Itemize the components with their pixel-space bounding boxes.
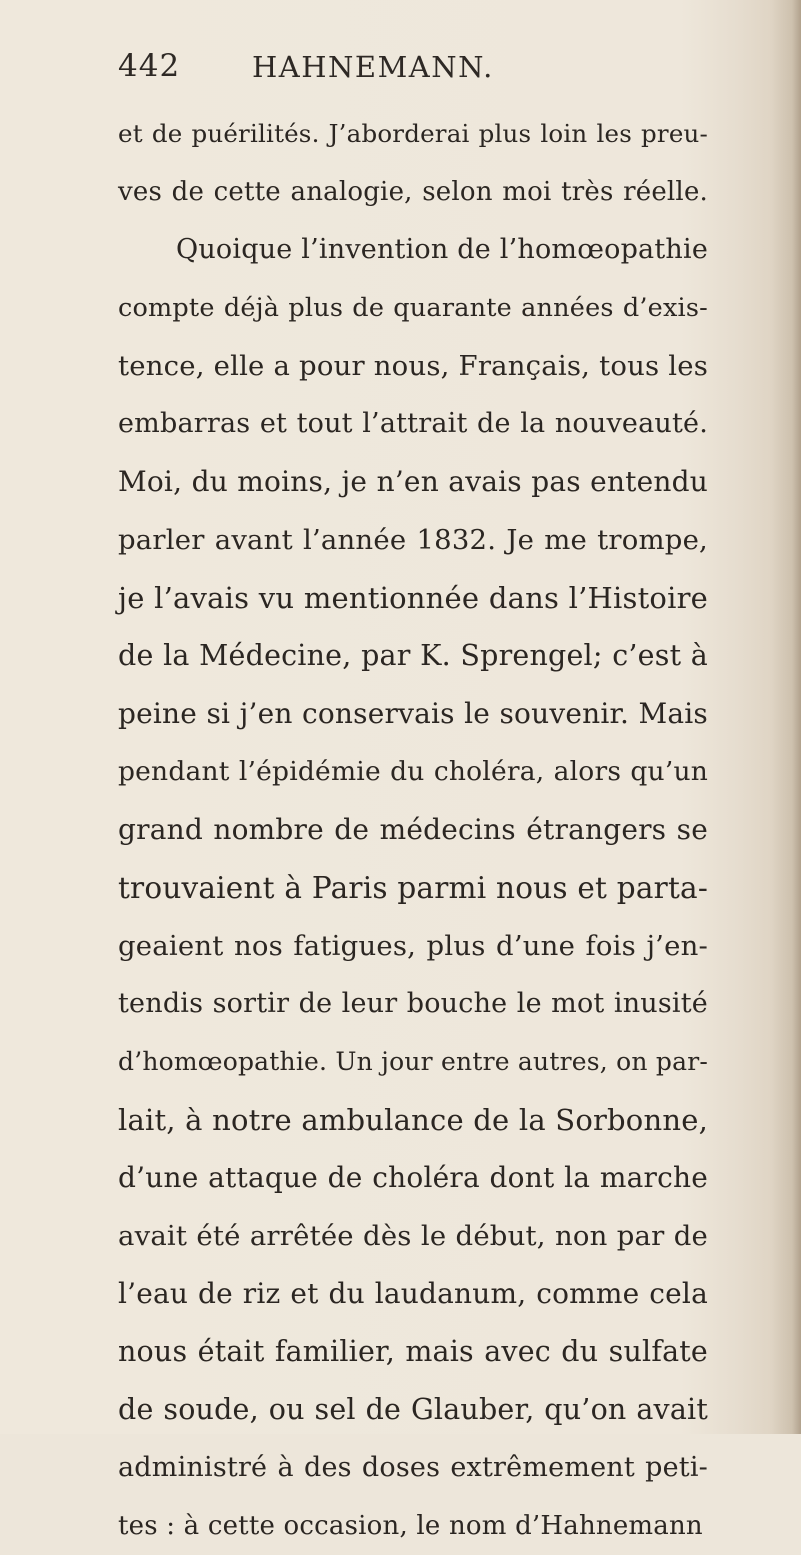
text-line: parler avant l’année 1832. Je me trompe,: [118, 524, 708, 556]
text-line: d’homœopathie. Un jour entre autres, on par-: [118, 1047, 708, 1076]
text-line: Moi, du moins, je n’en avais pas entendu: [118, 465, 708, 498]
text-line: l’eau de riz et du laudanum, comme cela: [118, 1277, 708, 1310]
text-line: embarras et tout l’attrait de la nouveauté.: [118, 408, 708, 439]
text-line: avait été arrêtée dès le début, non par de: [118, 1220, 708, 1252]
text-line: tendis sortir de leur bouche le mot inusité: [118, 988, 708, 1019]
text-line: grand nombre de médecins étrangers se: [118, 813, 708, 846]
text-line: je l’avais vu mentionnée dans l’Histoire: [118, 581, 708, 615]
text-line: de soude, ou sel de Glauber, qu’on avait: [118, 1393, 708, 1426]
text-line: trouvaient à Paris parmi nous et parta-: [118, 871, 708, 905]
page-edge-shadow: [771, 0, 801, 1434]
text-line: nous était familier, mais avec du sulfate: [118, 1335, 708, 1368]
text-line: et de puérilités. J’aborderai plus loin les preu-: [118, 119, 708, 148]
text-line: lait, à notre ambulance de la Sorbonne,: [118, 1103, 708, 1137]
text-line: ves de cette analogie, selon moi très réelle.: [118, 177, 708, 207]
text-line: peine si j’en conservais le souvenir. Mais: [118, 697, 708, 730]
running-head: HAHNEMANN.: [252, 50, 494, 84]
text-line: d’une attaque de choléra dont la marche: [118, 1161, 708, 1194]
text-line: Quoique l’invention de l’homœopathie: [176, 234, 708, 265]
page-number: 442: [118, 48, 181, 84]
text-line: administré à des doses extrêmement peti-: [118, 1452, 708, 1483]
text-line: de la Médecine, par K. Sprengel; c’est à: [118, 639, 708, 672]
text-line: pendant l’épidémie du choléra, alors qu’un: [118, 756, 708, 787]
text-line: tence, elle a pour nous, Français, tous les: [118, 350, 709, 382]
text-line: tes : à cette occasion, le nom d’Hahnemann: [118, 1511, 703, 1541]
page-header: [0, 48, 801, 98]
body-text: [118, 105, 708, 1555]
text-line: compte déjà plus de quarante années d’exis-: [118, 293, 708, 323]
text-line: geaient nos fatigues, plus d’une fois j’en-: [118, 930, 708, 962]
